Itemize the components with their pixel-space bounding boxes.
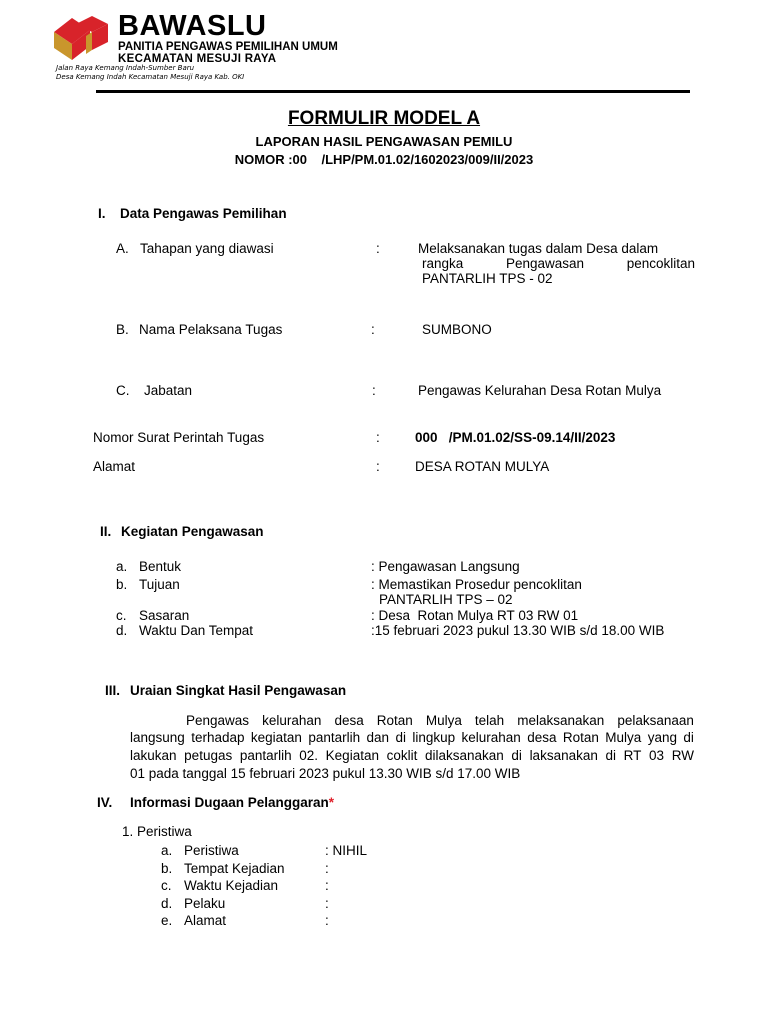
peristiwa-item-value: : [325,878,329,893]
word: pelaksanaan [617,713,694,728]
peristiwa-item-label: Tempat Kejadian [184,861,285,876]
address-line-2: Desa Kemang Indah Kecamatan Mesuji Raya Kab. OKI [56,73,245,81]
pelaksana-value: SUMBONO [422,322,492,337]
pelaksana-colon: : [371,322,375,337]
word: Mulya [425,713,462,728]
form-title: FORMULIR MODEL A [287,108,481,129]
word: 02. [299,748,319,763]
peristiwa-item-letter: e. [161,913,173,928]
word: di [511,748,522,763]
word: Kegiatan [325,748,379,763]
word: Pengawasan [505,256,585,271]
jabatan-value: Pengawas Kelurahan Desa Rotan Mulya [418,383,662,398]
word: Rotan [376,713,413,728]
peristiwa-item-letter: b. [161,861,173,876]
word: Rotan [562,730,599,745]
word: Mulya [605,730,642,745]
word: lakukan [130,748,177,763]
tahapan-colon: : [376,241,380,256]
tahapan-label: Tahapan yang diawasi [140,241,274,256]
peristiwa-item-value: : [325,913,329,928]
word: di [683,730,694,745]
uraian-line-2 [130,730,694,746]
section-1-heading: Data Pengawas Pemilihan [120,206,287,221]
surat-tugas-label: Nomor Surat Perintah Tugas [93,430,265,445]
section-4-heading [130,795,334,811]
word: langsung [130,730,185,745]
section-2-heading: Kegiatan Pengawasan [121,524,264,539]
word: dan [366,730,390,745]
word: 03 [649,748,665,763]
peristiwa-item-label: Waktu Kejadian [184,878,279,893]
uraian-line-3 [130,748,694,764]
word: pantarlih [308,730,361,745]
kegiatan-item-value: : Desa Rotan Mulya RT 03 RW 01 [371,608,579,623]
peristiwa-title: 1. Peristiwa [122,824,192,839]
uraian-line-4: 01 pada tanggal 15 februari 2023 pukul 13.30 WIB s/d 17.00 WIB [130,766,521,781]
alamat-value: DESA ROTAN MULYA [415,459,550,474]
word: kelurahan [262,713,322,728]
jabatan-colon: : [372,383,376,398]
section-4-heading-text: Informasi Dugaan Pelanggaran [130,795,329,810]
word: laksanakan [529,748,598,763]
word: desa [527,730,557,745]
alamat-label: Alamat [93,459,136,474]
peristiwa-item-value: : [325,861,329,876]
kegiatan-item-value: :15 februari 2023 pukul 13.30 WIB s/d 18.00 WIB [371,623,665,638]
bawaslu-logo [52,14,114,62]
kegiatan-item-label: Sasaran [139,608,190,623]
word: Pengawas [186,713,250,728]
jabatan-label: Jabatan [144,383,193,398]
kegiatan-item-label: Tujuan [139,577,180,592]
kegiatan-item-label: Bentuk [139,559,182,574]
alamat-colon: : [376,459,380,474]
peristiwa-item-letter: a. [161,843,173,858]
section-4-number: IV. [97,795,113,810]
word: kegiatan [250,730,302,745]
peristiwa-item-label: Alamat [184,913,227,928]
word: RW [671,748,694,763]
item-a-letter: A. [116,241,129,256]
tahapan-value-line-1: Melaksanakan tugas dalam Desa dalam [418,241,659,256]
kegiatan-item-letter: a. [116,559,128,574]
word: terhadap [191,730,245,745]
kegiatan-item-letter: b. [116,577,128,592]
word: di [395,730,406,745]
section-2-number: II. [100,524,112,539]
word: yang [647,730,677,745]
required-mark: * [328,795,335,810]
word: pencoklitan [626,256,695,271]
peristiwa-item-label: Peristiwa [184,843,239,858]
header-divider [96,90,690,93]
surat-tugas-colon: : [376,430,380,445]
address-line-1: Jalan Raya Kemang Indah-Sumber Baru [56,64,195,72]
kegiatan-item-value: : Pengawasan Langsung [371,559,520,574]
kegiatan-item-value-line-2: PANTARLIH TPS – 02 [379,592,513,607]
word: telah [474,713,505,728]
peristiwa-item-label: Pelaku [184,896,226,911]
word: rangka [422,256,464,271]
tahapan-value-line-3: PANTARLIH TPS - 02 [422,271,553,286]
pelaksana-label: Nama Pelaksana Tugas [139,322,283,337]
org-subtitle-district: KECAMATAN MESUJI RAYA [118,53,277,65]
word: kelurahan [461,730,521,745]
kegiatan-item-letter: c. [116,608,127,623]
peristiwa-item-letter: d. [161,896,173,911]
report-title: LAPORAN HASIL PENGAWASAN PEMILU [255,134,513,149]
word: melaksanakan [517,713,605,728]
word: RT [623,748,642,763]
surat-tugas-value: 000 /PM.01.02/SS-09.14/II/2023 [415,430,616,445]
word: dilaksanakan [424,748,504,763]
kegiatan-item-label: Waktu Dan Tempat [139,623,254,638]
peristiwa-item-value: : [325,896,329,911]
kegiatan-item-value: : Memastikan Prosedur pencoklitan [371,577,582,592]
peristiwa-item-value: : NIHIL [325,843,368,858]
item-b-letter: B. [116,322,129,337]
org-name: BAWASLU [118,10,267,42]
word: coklit [386,748,418,763]
peristiwa-item-letter: c. [161,878,172,893]
section-3-heading: Uraian Singkat Hasil Pengawasan [130,683,347,698]
section-1-number: I. [98,206,106,221]
word: lingkup [412,730,456,745]
word: pantarlih [239,748,292,763]
org-subtitle-committee: PANITIA PENGAWAS PEMILIHAN UMUM [118,41,338,53]
tahapan-value-line-2 [422,256,695,272]
item-c-letter: C. [116,383,130,398]
report-number: NOMOR :00 /LHP/PM.01.02/1602023/009/II/2023 [234,152,534,167]
word: di [605,748,617,763]
uraian-line-1 [186,713,694,729]
word: desa [334,713,364,728]
word: petugas [184,748,233,763]
kegiatan-item-letter: d. [116,623,128,638]
section-3-number: III. [105,683,121,698]
